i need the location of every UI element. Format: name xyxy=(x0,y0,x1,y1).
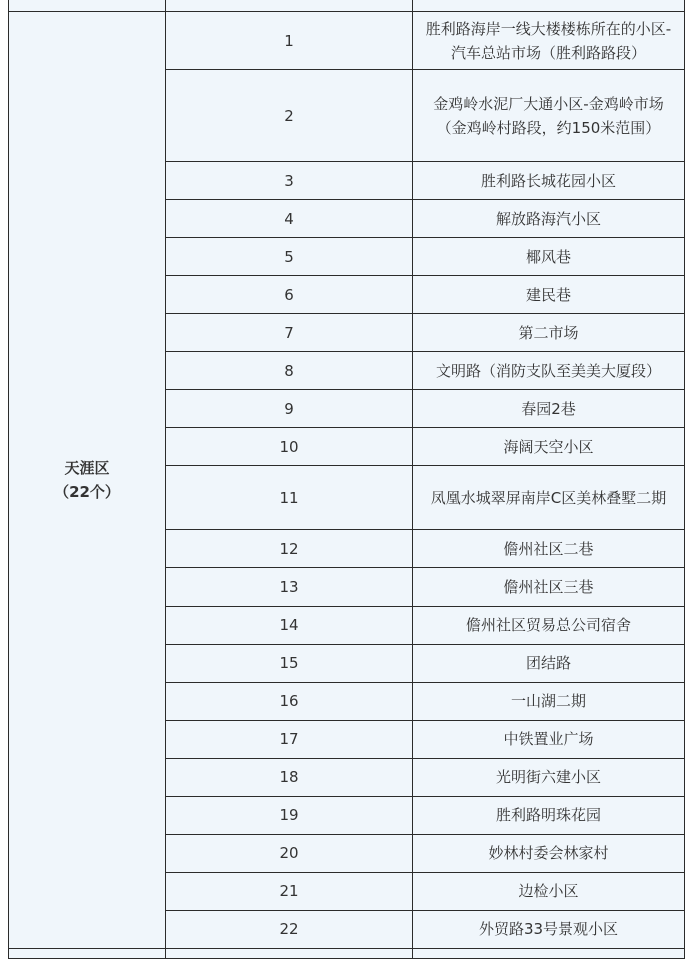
row-number: 17 xyxy=(166,720,413,758)
row-location: 儋州社区三巷 xyxy=(413,568,685,606)
row-location: 中铁置业广场 xyxy=(413,720,685,758)
row-number: 14 xyxy=(166,606,413,644)
row-location: 儋州社区二巷 xyxy=(413,530,685,568)
row-number: 10 xyxy=(166,428,413,466)
row-location: 金鸡岭水泥厂大通小区-金鸡岭市场（金鸡岭村路段，约150米范围） xyxy=(413,70,685,162)
row-location: 光明街六建小区 xyxy=(413,758,685,796)
row-location: 凤凰水城翠屏南岸C区美林叠墅二期 xyxy=(413,466,685,530)
top-cell-name xyxy=(413,0,685,12)
row-location: 胜利路长城花园小区 xyxy=(413,162,685,200)
row-number: 7 xyxy=(166,314,413,352)
row-location: 团结路 xyxy=(413,644,685,682)
row-location: 第二市场 xyxy=(413,314,685,352)
row-number: 3 xyxy=(166,162,413,200)
district-name: 天涯区 xyxy=(64,458,110,477)
row-location: 解放路海汽小区 xyxy=(413,200,685,238)
row-location: 海阔天空小区 xyxy=(413,428,685,466)
row-number: 21 xyxy=(166,872,413,910)
row-location: 胜利路海岸一线大楼楼栋所在的小区-汽车总站市场（胜利路路段） xyxy=(413,12,685,70)
table-top-row xyxy=(9,0,685,12)
top-cell-district xyxy=(9,0,166,12)
row-location: 春园2巷 xyxy=(413,390,685,428)
row-number: 15 xyxy=(166,644,413,682)
table-body xyxy=(9,0,685,959)
district-count: （22个） xyxy=(54,482,120,501)
row-number: 11 xyxy=(166,466,413,530)
row-number: 9 xyxy=(166,390,413,428)
row-number: 16 xyxy=(166,682,413,720)
row-number: 18 xyxy=(166,758,413,796)
row-location: 外贸路33号景观小区 xyxy=(413,910,685,948)
district-cell xyxy=(9,12,166,949)
row-number: 19 xyxy=(166,796,413,834)
row-number: 4 xyxy=(166,200,413,238)
row-location: 一山湖二期 xyxy=(413,682,685,720)
row-location: 椰风巷 xyxy=(413,238,685,276)
district-table xyxy=(8,0,685,959)
row-location: 建民巷 xyxy=(413,276,685,314)
row-location: 妙林村委会林家村 xyxy=(413,834,685,872)
row-location: 边检小区 xyxy=(413,872,685,910)
row-number: 12 xyxy=(166,530,413,568)
row-number: 22 xyxy=(166,910,413,948)
row-number: 6 xyxy=(166,276,413,314)
row-number: 8 xyxy=(166,352,413,390)
top-cell-number xyxy=(166,0,413,12)
row-number: 5 xyxy=(166,238,413,276)
row-location: 胜利路明珠花园 xyxy=(413,796,685,834)
row-number: 2 xyxy=(166,70,413,162)
table-row xyxy=(9,12,685,70)
row-location: 儋州社区贸易总公司宿舍 xyxy=(413,606,685,644)
row-number: 1 xyxy=(166,12,413,70)
row-location: 文明路（消防支队至美美大厦段） xyxy=(413,352,685,390)
row-number: 13 xyxy=(166,568,413,606)
row-number: 20 xyxy=(166,834,413,872)
